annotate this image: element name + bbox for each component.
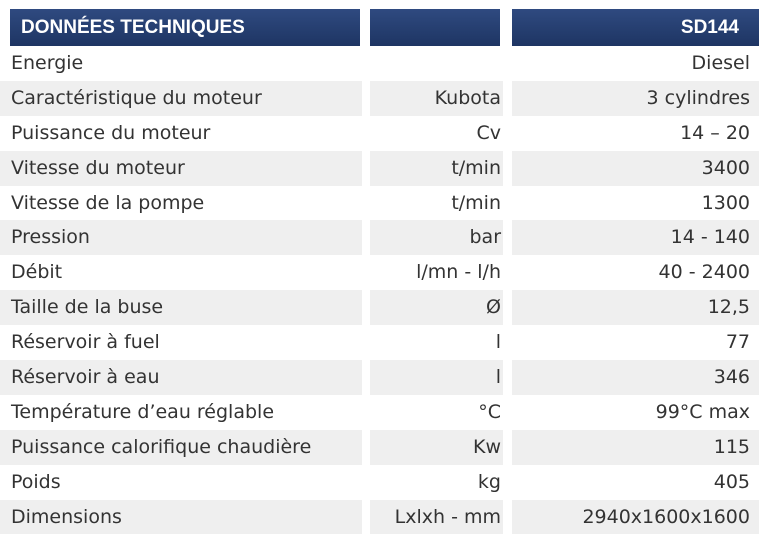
spec-unit: Ø bbox=[370, 290, 503, 325]
spec-value: 1300 bbox=[701, 191, 750, 214]
table-row bbox=[0, 151, 759, 186]
spec-label: Energie bbox=[11, 52, 84, 74]
table-row bbox=[0, 116, 759, 151]
spec-unit: °C bbox=[478, 400, 501, 423]
table-row bbox=[0, 290, 759, 325]
table-row bbox=[0, 465, 759, 500]
table-row bbox=[0, 360, 759, 395]
spec-value: 14 – 20 bbox=[680, 121, 750, 144]
table-header bbox=[0, 9, 759, 46]
table-row bbox=[0, 500, 759, 535]
spec-unit: Kw bbox=[370, 430, 503, 465]
table-row bbox=[0, 395, 759, 430]
spec-label: Pression bbox=[0, 220, 362, 255]
spec-label: Débit bbox=[11, 261, 63, 284]
table-row bbox=[0, 325, 759, 360]
spec-label: Puissance calorifique chaudière bbox=[0, 430, 362, 465]
spec-value: 14 - 140 bbox=[512, 220, 759, 255]
spec-value: 3 cylindres bbox=[512, 81, 759, 116]
spec-unit: l bbox=[370, 360, 503, 395]
spec-value: 12,5 bbox=[512, 290, 759, 325]
spec-label: Température d’eau réglable bbox=[11, 400, 275, 423]
spec-unit: Lxlxh - mm bbox=[370, 500, 503, 535]
spec-value: 40 - 2400 bbox=[658, 261, 750, 284]
header-title: DONNÉES TECHNIQUES bbox=[10, 9, 360, 46]
spec-label: Réservoir à eau bbox=[0, 360, 362, 395]
header-unit-cell bbox=[370, 9, 500, 46]
spec-unit: t/min bbox=[451, 191, 501, 214]
header-model: SD144 bbox=[512, 9, 759, 46]
spec-value: 2940x1600x1600 bbox=[512, 500, 759, 535]
specs-table bbox=[0, 46, 759, 534]
spec-unit: l bbox=[495, 331, 501, 354]
table-row bbox=[0, 220, 759, 255]
spec-unit: l/mn - l/h bbox=[416, 261, 501, 284]
spec-value: 115 bbox=[512, 430, 759, 465]
spec-label: Caractéristique du moteur bbox=[0, 81, 362, 116]
spec-unit: t/min bbox=[370, 151, 503, 186]
spec-label: Dimensions bbox=[0, 500, 362, 535]
spec-label: Poids bbox=[11, 470, 61, 493]
spec-label: Puissance du moteur bbox=[11, 121, 211, 144]
spec-unit: Kubota bbox=[370, 81, 503, 116]
table-row bbox=[0, 186, 759, 221]
table-row bbox=[0, 430, 759, 465]
table-row bbox=[0, 255, 759, 290]
spec-value: 77 bbox=[725, 331, 750, 354]
spec-value: 405 bbox=[713, 470, 750, 493]
table-row bbox=[0, 81, 759, 116]
spec-label: Taille de la buse bbox=[0, 290, 362, 325]
spec-label: Vitesse de la pompe bbox=[11, 191, 205, 214]
spec-unit: Cv bbox=[476, 121, 501, 144]
table-row bbox=[0, 46, 759, 81]
spec-unit bbox=[370, 46, 503, 81]
spec-label: Vitesse du moteur bbox=[0, 151, 362, 186]
spec-unit: bar bbox=[370, 220, 503, 255]
spec-unit: kg bbox=[477, 470, 501, 493]
spec-value: 3400 bbox=[512, 151, 759, 186]
spec-value: 99°C max bbox=[655, 400, 750, 423]
spec-value: Diesel bbox=[691, 52, 750, 74]
spec-label: Réservoir à fuel bbox=[11, 331, 160, 354]
spec-value: 346 bbox=[512, 360, 759, 395]
